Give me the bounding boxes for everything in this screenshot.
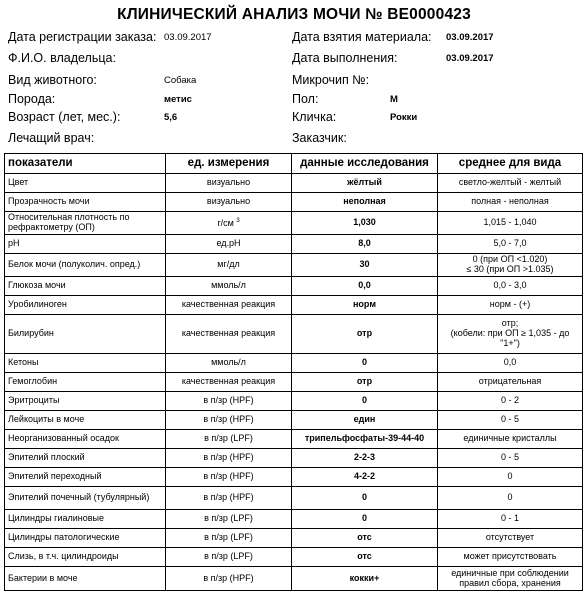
table-row [5,449,583,468]
parameter-name: Билирубин [5,315,166,354]
sex-value: М [390,94,398,105]
reference-range: 0 [438,468,583,487]
breed-value: метис [164,94,192,105]
result-value: 30 [292,254,438,277]
parameter-name: Прозрачность мочи [5,193,166,212]
reference-range: отсутствует [438,529,583,548]
table-row [5,529,583,548]
unit-cell [166,430,292,449]
reference-range: норм - (+) [438,296,583,315]
table-row [5,254,583,277]
document-title: КЛИНИЧЕСКИЙ АНАЛИЗ МОЧИ № BE0000423 [117,6,471,23]
unit-cell [166,510,292,529]
result-value: отр [292,373,438,392]
parameter-name: Неорганизованный осадок [5,430,166,449]
reference-range: 0 [438,487,583,510]
column-header-result: данные исследования [292,154,438,174]
unit-text: г/см [217,217,234,228]
reference-range: может присутствовать [438,548,583,567]
reference-line: 0 (при ОП <1.020) [472,254,548,265]
unit-cell [166,212,292,235]
reference-line: (кобели: при ОП ≥ 1,035 - до [450,328,570,339]
breed-label: Порода: [8,92,56,106]
table-row [5,487,583,510]
unit-cell [166,354,292,373]
unit-text: ед.pH [216,238,241,249]
table-row [5,354,583,373]
result-value: 0,0 [292,277,438,296]
sex-label: Пол: [292,92,319,106]
parameter-name: Цилиндры гиалиновые [5,510,166,529]
reference-range [438,567,583,591]
reference-range: светло-желтый - желтый [438,174,583,193]
reference-range: 0 - 2 [438,392,583,411]
result-value: 1,030 [292,212,438,235]
result-value: кокки+ [292,567,438,591]
unit-text: в п/зр (HPF) [203,414,254,425]
unit-text: качественная реакция [181,376,276,387]
reference-range: отрицательная [438,373,583,392]
unit-cell [166,487,292,510]
column-header-parameter: показатели [5,154,166,174]
result-value: 4-2-2 [292,468,438,487]
unit-cell [166,449,292,468]
table-row [5,277,583,296]
parameter-name: Относительная плотность по рефрактометру (ОП) [5,212,166,235]
result-value: 2-2-3 [292,449,438,468]
pet-name-value: Рокки [390,112,418,123]
table-row [5,193,583,212]
sample-date-value: 03.09.2017 [446,32,494,43]
unit-text: в п/зр (HPF) [203,452,254,463]
column-header-unit: ед. измерения [166,154,292,174]
parameter-name: Кетоны [5,354,166,373]
animal-species-label: Вид животного: [8,73,97,87]
result-value: норм [292,296,438,315]
unit-text: ммоль/л [211,280,246,291]
unit-cell [166,315,292,354]
parameter-name: Эпителий переходный [5,468,166,487]
unit-text: качественная реакция [181,299,276,310]
result-value: един [292,411,438,430]
table-row [5,174,583,193]
parameter-name: Цилиндры патологические [5,529,166,548]
customer-label: Заказчик: [292,131,347,145]
unit-cell [166,296,292,315]
unit-cell [166,392,292,411]
unit-superscript: 3 [236,217,240,224]
parameter-name: Белок мочи (полуколич. опред.) [5,254,166,277]
column-header-reference: среднее для вида [438,154,583,174]
unit-text: в п/зр (HPF) [203,492,254,503]
microchip-label: Микрочип №: [292,73,370,87]
unit-cell [166,548,292,567]
unit-text: визуально [206,196,251,207]
unit-text: в п/зр (HPF) [203,471,254,482]
results-table [4,153,583,591]
unit-text: в п/зр (HPF) [203,572,254,583]
owner-name-label: Ф.И.О. владельца: [8,51,116,65]
reference-line: "1+") [500,337,520,348]
registration-date-value: 03.09.2017 [164,32,212,43]
age-value: 5,6 [164,112,178,123]
reference-range: 0 - 5 [438,411,583,430]
parameter-name: Уробилиноген [5,296,166,315]
age-label: Возраст (лет, мес.): [8,110,121,124]
result-value: 0 [292,510,438,529]
unit-cell [166,567,292,591]
unit-cell [166,193,292,212]
table-row [5,430,583,449]
reference-range: 0,0 - 3,0 [438,277,583,296]
unit-text: в п/зр (LPF) [204,532,253,543]
reference-line: ≤ 30 (при ОП >1.035) [466,264,554,274]
parameter-name: Слизь, в т.ч. цилиндроиды [5,548,166,567]
table-row [5,411,583,430]
reference-range: 0,0 [438,354,583,373]
parameter-name: Цвет [5,174,166,193]
reference-range: 0 - 1 [438,510,583,529]
unit-cell [166,529,292,548]
result-value: 0 [292,487,438,510]
unit-text: качественная реакция [181,328,276,339]
unit-text: мг/дл [217,259,240,270]
animal-species-value: Собака [164,75,197,86]
result-value: отс [292,548,438,567]
result-value: 8,0 [292,235,438,254]
reference-range: 0 - 5 [438,449,583,468]
unit-cell [166,174,292,193]
pet-name-label: Кличка: [292,110,337,124]
unit-cell [166,468,292,487]
unit-text: в п/зр (HPF) [203,395,254,406]
completion-date-value: 03.09.2017 [446,53,494,64]
unit-text: ммоль/л [211,357,246,368]
reference-range: единичные кристаллы [438,430,583,449]
table-row [5,567,583,591]
reference-range: 1,015 - 1,040 [438,212,583,235]
unit-text: в п/зр (LPF) [204,513,253,524]
reference-line: единичные при соблюдении [451,567,569,578]
table-header-row [5,154,583,174]
table-row [5,548,583,567]
reference-line: правил сбора, хранения [459,577,561,588]
table-row [5,373,583,392]
result-value: 0 [292,354,438,373]
table-row [5,296,583,315]
table-row [5,468,583,487]
unit-cell [166,411,292,430]
result-value: трипельфосфаты-39-44-40 [292,430,438,449]
completion-date-label: Дата выполнения: [292,51,398,65]
unit-text: в п/зр (LPF) [204,551,253,562]
table-row [5,212,583,235]
reference-line: отр; [501,318,519,329]
table-row [5,510,583,529]
reference-range: 5,0 - 7,0 [438,235,583,254]
table-row [5,392,583,411]
reference-range [438,254,583,277]
unit-cell [166,277,292,296]
parameter-name: Гемоглобин [5,373,166,392]
result-value: неполная [292,193,438,212]
result-value: жёлтый [292,174,438,193]
reference-range [438,315,583,354]
parameter-name: Лейкоциты в моче [5,411,166,430]
table-row [5,235,583,254]
attending-vet-label: Лечащий врач: [8,131,95,145]
sample-date-label: Дата взятия материала: [292,30,432,44]
registration-date-label: Дата регистрации заказа: [8,30,157,44]
unit-text: в п/зр (LPF) [204,433,253,444]
unit-cell [166,235,292,254]
result-value: отс [292,529,438,548]
parameter-name: Эпителий почечный (тубулярный) [5,487,166,510]
parameter-name: Эпителий плоский [5,449,166,468]
parameter-name: pH [5,235,166,254]
result-value: 0 [292,392,438,411]
parameter-name: Глюкоза мочи [5,277,166,296]
unit-cell [166,373,292,392]
unit-cell [166,254,292,277]
result-value: отр [292,315,438,354]
parameter-name: Эритроциты [5,392,166,411]
table-row [5,315,583,354]
reference-range: полная - неполная [438,193,583,212]
parameter-name: Бактерии в моче [5,567,166,591]
unit-text: визуально [206,177,251,188]
